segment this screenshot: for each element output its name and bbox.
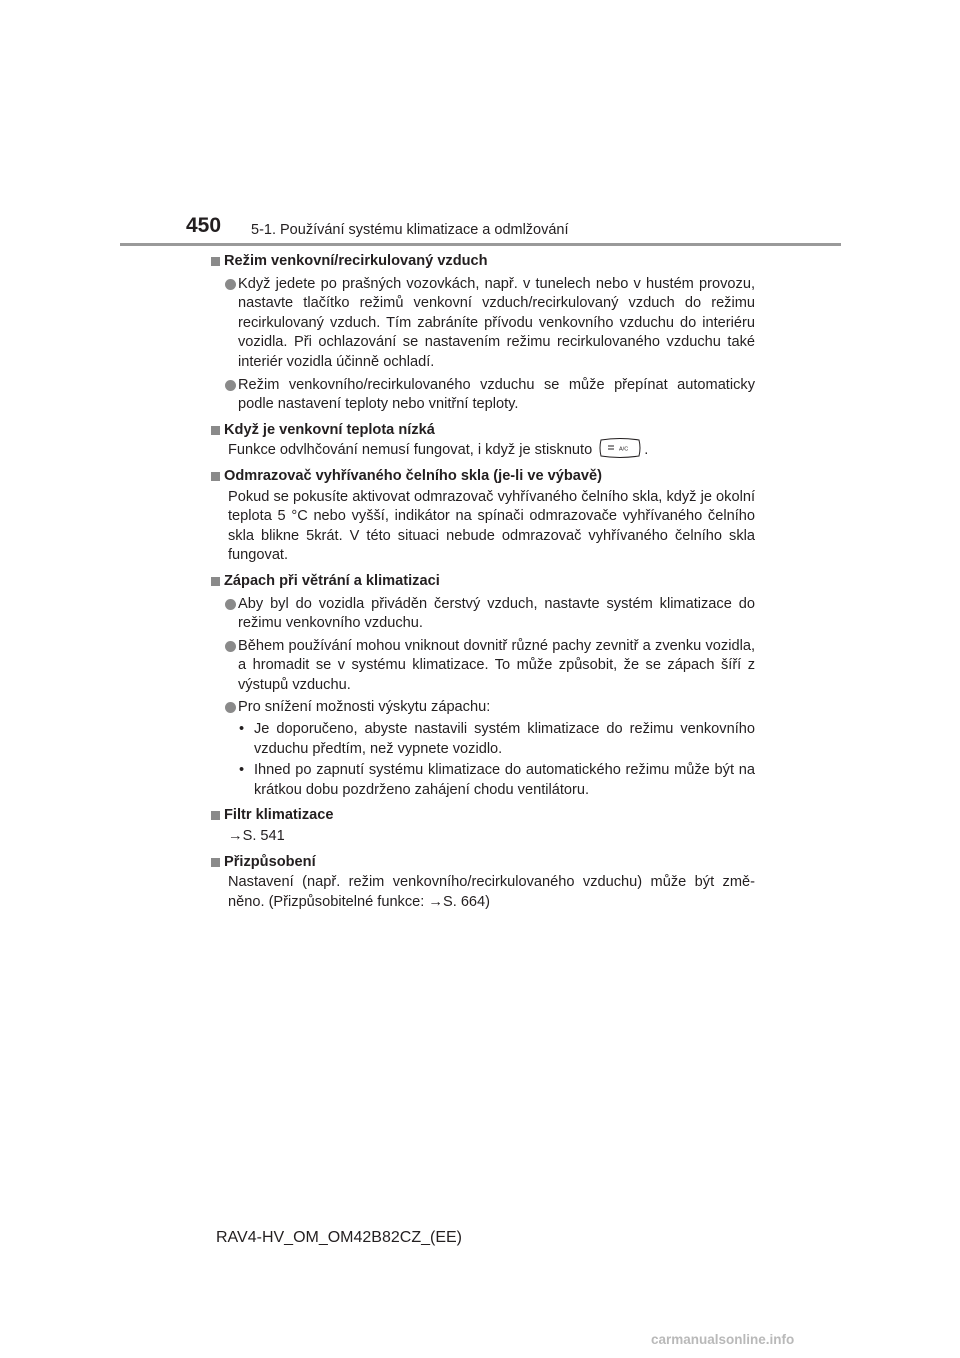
small-bullet-icon: • xyxy=(239,762,245,779)
document-code: RAV4-HV_OM_OM42B82CZ_(EE) xyxy=(216,1229,462,1246)
page-number: 450 xyxy=(186,214,222,237)
section-heading: Režim venkovní/recirkulovaný vzduch xyxy=(211,252,755,272)
circle-bullet-icon xyxy=(225,702,236,713)
square-bullet-icon xyxy=(211,426,220,435)
square-bullet-icon xyxy=(211,811,220,820)
section-heading: Když je venkovní teplota nízká xyxy=(211,421,755,441)
page-reference: →S. 541 xyxy=(228,828,285,845)
small-bullet-icon: • xyxy=(239,721,245,738)
ac-button-icon xyxy=(599,438,641,458)
header-divider xyxy=(120,243,841,246)
list-item: Režim venkovního/recirkulovaného vzduchu se může přepínat automaticky podle nastavení teploty nebo vnitřní teploty. xyxy=(211,376,755,415)
svg-text:A/C: A/C xyxy=(619,446,629,453)
square-bullet-icon xyxy=(211,577,220,586)
circle-bullet-icon xyxy=(225,279,236,290)
list-item: Pro snížení možnosti výskytu zápachu: xyxy=(211,698,755,718)
square-bullet-icon xyxy=(211,472,220,481)
watermark: carmanualsonline.info xyxy=(651,1332,795,1347)
paragraph: Pokud se pokusíte aktivovat odmrazovač vyhřívaného čelního skla, když je okolní teplota 5 °C nebo vyšší, indikátor na spínači odmrazovače vyhřívaného čelního skla blikne 5krát. V této situaci nebude odmrazovač vyhřívaného čelního skla fungovat. xyxy=(228,488,755,564)
paragraph: Nastavení (např. režim venkovního/recirkulovaného vzduchu) může být změněno. (Přizpůsobitelné funkce: →S. 664) xyxy=(228,874,755,910)
square-bullet-icon xyxy=(211,858,220,867)
page-header xyxy=(0,0,960,250)
section-heading: Filtr klimatizace xyxy=(211,806,755,826)
circle-bullet-icon xyxy=(225,641,236,652)
section-heading: Zápach při větrání a klimatizaci xyxy=(211,572,755,592)
list-item: Během používání mohou vniknout dovnitř různé pachy zevnitř a zvenku vozidla, a hromadit se v systému klimatizace. To může způsobit, že se zápach šíří z výstupů vzduchu. xyxy=(211,637,755,696)
section-heading: Odmrazovač vyhřívaného čelního skla (je-li ve výbavě) xyxy=(211,467,755,487)
sub-list-item: • Ihned po zapnutí systému klimatizace do automatického režimu může být na krátkou dobu pozdrženo zahájení chodu ventilátoru. xyxy=(239,762,755,798)
page-content xyxy=(211,252,755,912)
circle-bullet-icon xyxy=(225,380,236,391)
section-heading: Přizpůsobení xyxy=(211,853,755,873)
square-bullet-icon xyxy=(211,257,220,266)
sub-list-item: • Je doporučeno, abyste nastavili systém klimatizace do režimu venkovního vzduchu předtím, než vypnete vozidlo. xyxy=(239,721,755,757)
list-item: Když jedete po prašných vozovkách, např. v tunelech nebo v hustém provozu, nastavte tlačítko režimů venkovní vzduch/recirkulovaný vzduch do režimu recirkulovaný vzduch. Tím zabráníte přívodu venkovního vzduchu do interiéru vozidla. Při ochlazování se nastavením režimu recirkulovaného vzduchu také interiér vozidla účinně ochladí. xyxy=(211,275,755,373)
section-title: 5-1. Používání systému klimatizace a odmlžování xyxy=(251,222,569,238)
circle-bullet-icon xyxy=(225,599,236,610)
paragraph: Funkce odvlhčování nemusí fungovat, i když je stisknuto A/C . xyxy=(211,441,755,461)
list-item: Aby byl do vozidla přiváděn čerstvý vzduch, nastavte systém klimatizace do režimu venkovního vzduchu. xyxy=(211,595,755,634)
